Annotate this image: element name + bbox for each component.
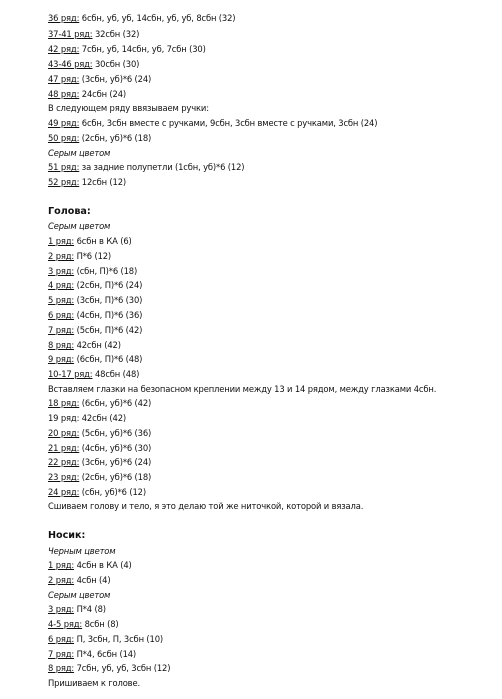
row-text: (3сбн, уб)*6 (24)	[79, 457, 152, 467]
instruction-note	[48, 384, 436, 395]
row-number: 10-17 ряд:	[48, 369, 93, 379]
row-number: 51 ряд:	[48, 162, 80, 172]
section-heading-head: Голова:	[48, 206, 91, 217]
row-text: Пришиваем к голове.	[48, 678, 140, 688]
row-text: Серым цветом	[48, 148, 111, 158]
row-text: (6сбн, П)*6 (48)	[74, 354, 143, 364]
row-number: 8 ряд:	[48, 663, 75, 673]
row-text: 7сбн, уб, 14сбн, уб, 7сбн (30)	[79, 44, 206, 54]
row-text: (4сбн, П)*6 (36)	[74, 310, 143, 320]
instruction-line	[48, 398, 151, 409]
instruction-line	[48, 354, 142, 365]
row-number: 2 ряд:	[48, 575, 75, 585]
row-text: (3сбн, П)*6 (30)	[74, 295, 143, 305]
row-text: 6сбн, 3сбн вместе с ручками, 9сбн, 3сбн вместе с ручками, 3сбн (24)	[79, 118, 378, 128]
row-number: 1 ряд:	[48, 560, 75, 570]
instruction-note	[48, 103, 209, 114]
row-text: 48сбн (48)	[92, 369, 140, 379]
row-number: 22 ряд:	[48, 457, 80, 467]
row-text: (сбн, уб)*6 (12)	[79, 487, 146, 497]
row-number: 1 ряд:	[48, 236, 75, 246]
instruction-line	[48, 428, 151, 439]
color-note	[48, 221, 110, 232]
instruction-line	[48, 649, 136, 660]
row-text: (сбн, П)*6 (18)	[74, 266, 138, 276]
row-text: 8сбн (8)	[82, 619, 119, 629]
row-number: 50 ряд:	[48, 133, 80, 143]
row-number: 3 ряд:	[48, 266, 75, 276]
instruction-line	[48, 310, 142, 321]
row-number: 21 ряд:	[48, 443, 80, 453]
instruction-line	[48, 89, 126, 100]
instruction-line	[48, 487, 146, 498]
row-text: (3сбн, уб)*6 (24)	[79, 74, 152, 84]
instruction-line	[48, 443, 151, 454]
instruction-line	[48, 325, 142, 336]
row-text: (5сбн, уб)*6 (36)	[79, 428, 152, 438]
row-text: Серым цветом	[48, 590, 111, 600]
row-text: Сшиваем голову и тело, я это делаю той же ниточкой, которой и вязала.	[48, 501, 364, 511]
row-text: 30сбн (30)	[92, 59, 140, 69]
instruction-line	[48, 74, 151, 85]
row-text: (2сбн, П)*6 (24)	[74, 280, 143, 290]
row-text: 42сбн (42)	[74, 340, 121, 350]
instruction-line	[48, 295, 142, 306]
instruction-line	[48, 29, 139, 40]
instruction-line	[48, 575, 110, 586]
row-number: 43-46 ряд:	[48, 59, 93, 69]
row-number: 42 ряд:	[48, 44, 80, 54]
row-text: 24сбн (24)	[79, 89, 127, 99]
row-number: 7 ряд:	[48, 325, 75, 335]
instruction-line	[48, 266, 137, 277]
row-text: П, 3сбн, П, 3сбн (10)	[74, 634, 163, 644]
row-text: 32сбн (32)	[92, 29, 140, 39]
instruction-line	[48, 13, 235, 24]
instruction-line	[48, 251, 111, 262]
section-heading-nose: Носик:	[48, 530, 86, 541]
row-text: (4сбн, уб)*6 (30)	[79, 443, 152, 453]
instruction-note	[48, 678, 140, 689]
row-number: 23 ряд:	[48, 472, 80, 482]
row-text: 12сбн (12)	[79, 177, 127, 187]
row-text: (5сбн, П)*6 (42)	[74, 325, 143, 335]
color-note	[48, 590, 110, 601]
instruction-line	[48, 340, 121, 351]
instruction-line	[48, 59, 139, 70]
row-number: 6 ряд:	[48, 634, 75, 644]
row-text: 6сбн в КА (6)	[74, 236, 132, 246]
row-number: 9 ряд:	[48, 354, 75, 364]
row-text: 7сбн, уб, уб, 3сбн (12)	[74, 663, 171, 673]
row-text: (2сбн, уб)*6 (18)	[79, 133, 152, 143]
row-text: 19 ряд: 42сбн (42)	[48, 413, 127, 423]
row-number: 47 ряд:	[48, 74, 80, 84]
row-text: 6сбн, уб, уб, 14сбн, уб, уб, 8сбн (32)	[79, 13, 236, 23]
instruction-line	[48, 472, 151, 483]
instruction-line	[48, 619, 119, 630]
instruction-line	[48, 133, 151, 144]
row-number: 24 ряд:	[48, 487, 80, 497]
color-note	[48, 148, 110, 159]
row-number: 6 ряд:	[48, 310, 75, 320]
row-number: 3 ряд:	[48, 604, 75, 614]
row-number: 7 ряд:	[48, 649, 75, 659]
instruction-line	[48, 236, 132, 247]
row-number: 48 ряд:	[48, 89, 80, 99]
instruction-line	[48, 44, 206, 55]
row-number: 18 ряд:	[48, 398, 80, 408]
row-number: 8 ряд:	[48, 340, 75, 350]
instruction-line	[48, 663, 170, 674]
row-text: Вставляем глазки на безопасном креплении между 13 и 14 рядом, между глазками 4сбн.	[48, 384, 437, 394]
instruction-line	[48, 177, 126, 188]
instruction-line	[48, 118, 377, 129]
instruction-line	[48, 369, 139, 380]
row-number: 4 ряд:	[48, 280, 75, 290]
row-text: (2сбн, уб)*6 (18)	[79, 472, 152, 482]
row-number: 36 ряд:	[48, 13, 80, 23]
instruction-line	[48, 634, 163, 645]
row-number: 49 ряд:	[48, 118, 80, 128]
row-number: 52 ряд:	[48, 177, 80, 187]
instruction-line	[48, 280, 142, 291]
row-text: (6сбн, уб)*6 (42)	[79, 398, 152, 408]
row-text: за задние полупетли (1сбн, уб)*6 (12)	[79, 162, 245, 172]
row-text: 4сбн (4)	[74, 575, 111, 585]
row-number: 20 ряд:	[48, 428, 80, 438]
instruction-line	[48, 413, 126, 424]
instruction-line	[48, 457, 151, 468]
row-text: П*4 (8)	[74, 604, 106, 614]
row-number: 5 ряд:	[48, 295, 75, 305]
row-text: 4сбн в КА (4)	[74, 560, 132, 570]
instruction-line	[48, 560, 132, 571]
instruction-line	[48, 604, 106, 615]
instruction-line	[48, 162, 244, 173]
row-text: В следующем ряду ввязываем ручки:	[48, 103, 209, 113]
row-text: П*6 (12)	[74, 251, 112, 261]
row-text: П*4, 6сбн (14)	[74, 649, 137, 659]
row-number: 4-5 ряд:	[48, 619, 83, 629]
row-text: Серым цветом	[48, 221, 111, 231]
row-text: Черным цветом	[48, 546, 116, 556]
row-number: 37-41 ряд:	[48, 29, 93, 39]
color-note	[48, 546, 115, 557]
row-number: 2 ряд:	[48, 251, 75, 261]
instruction-note	[48, 501, 363, 512]
